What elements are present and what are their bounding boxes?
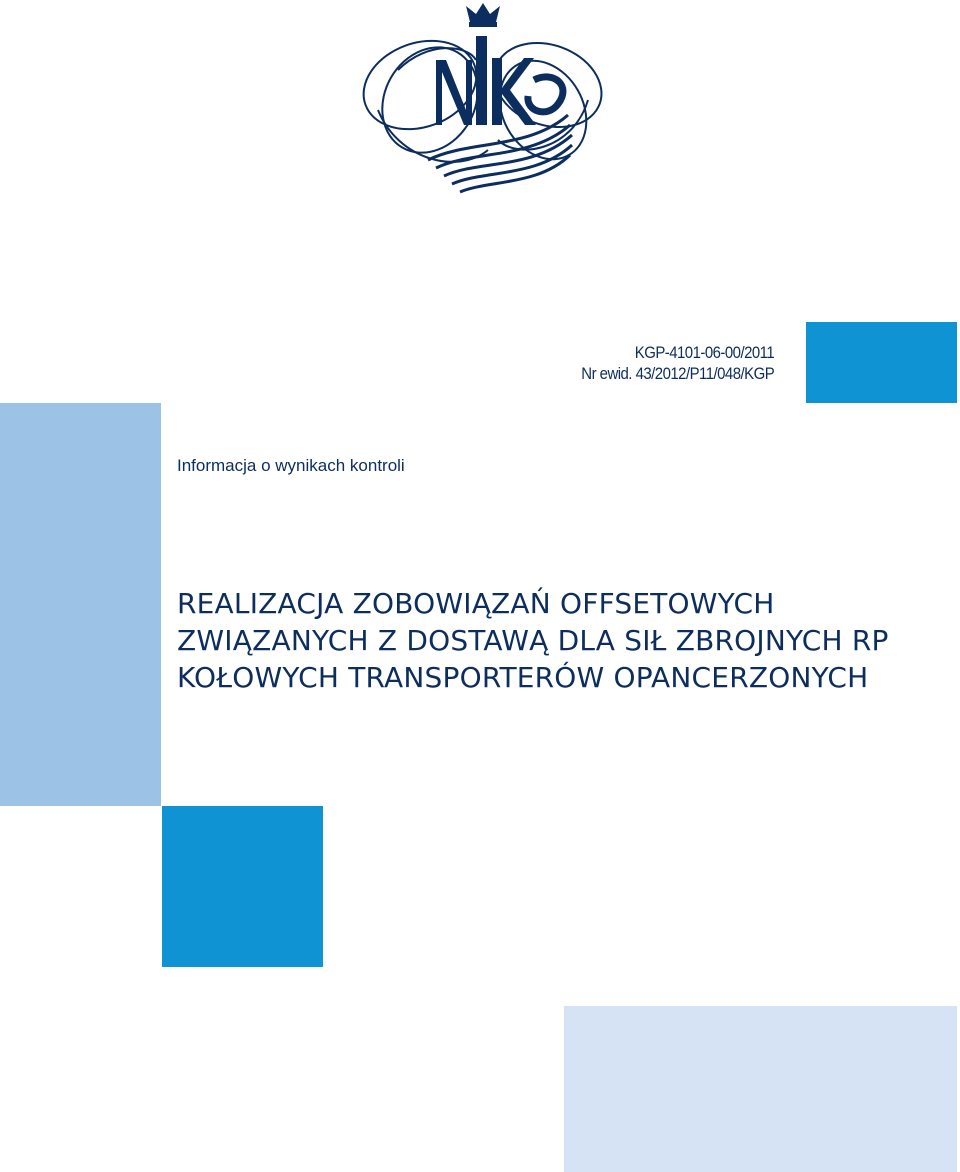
- decorative-block-middle: [162, 806, 323, 967]
- document-reference: [581, 342, 774, 384]
- decorative-block-left: [0, 403, 161, 806]
- decorative-block-top-right: [806, 322, 957, 403]
- title-line-1: REALIZACJA ZOBOWIĄZAŃ OFFSETOWYCH: [177, 587, 775, 620]
- decorative-block-bottom-right: [564, 1006, 957, 1172]
- nik-logo: [358, 0, 608, 200]
- document-title: [177, 585, 889, 696]
- title-line-2: ZWIĄZANYCH Z DOSTAWĄ DLA SIŁ ZBROJNYCH RP: [177, 624, 889, 657]
- title-line-3: KOŁOWYCH TRANSPORTERÓW OPANCERZONYCH: [177, 661, 869, 694]
- document-subtitle: Informacja o wynikach kontroli: [177, 456, 405, 475]
- reference-code: KGP-4101-06-00/2011: [634, 343, 774, 362]
- evidence-number: Nr ewid. 43/2012/P11/048/KGP: [581, 364, 774, 383]
